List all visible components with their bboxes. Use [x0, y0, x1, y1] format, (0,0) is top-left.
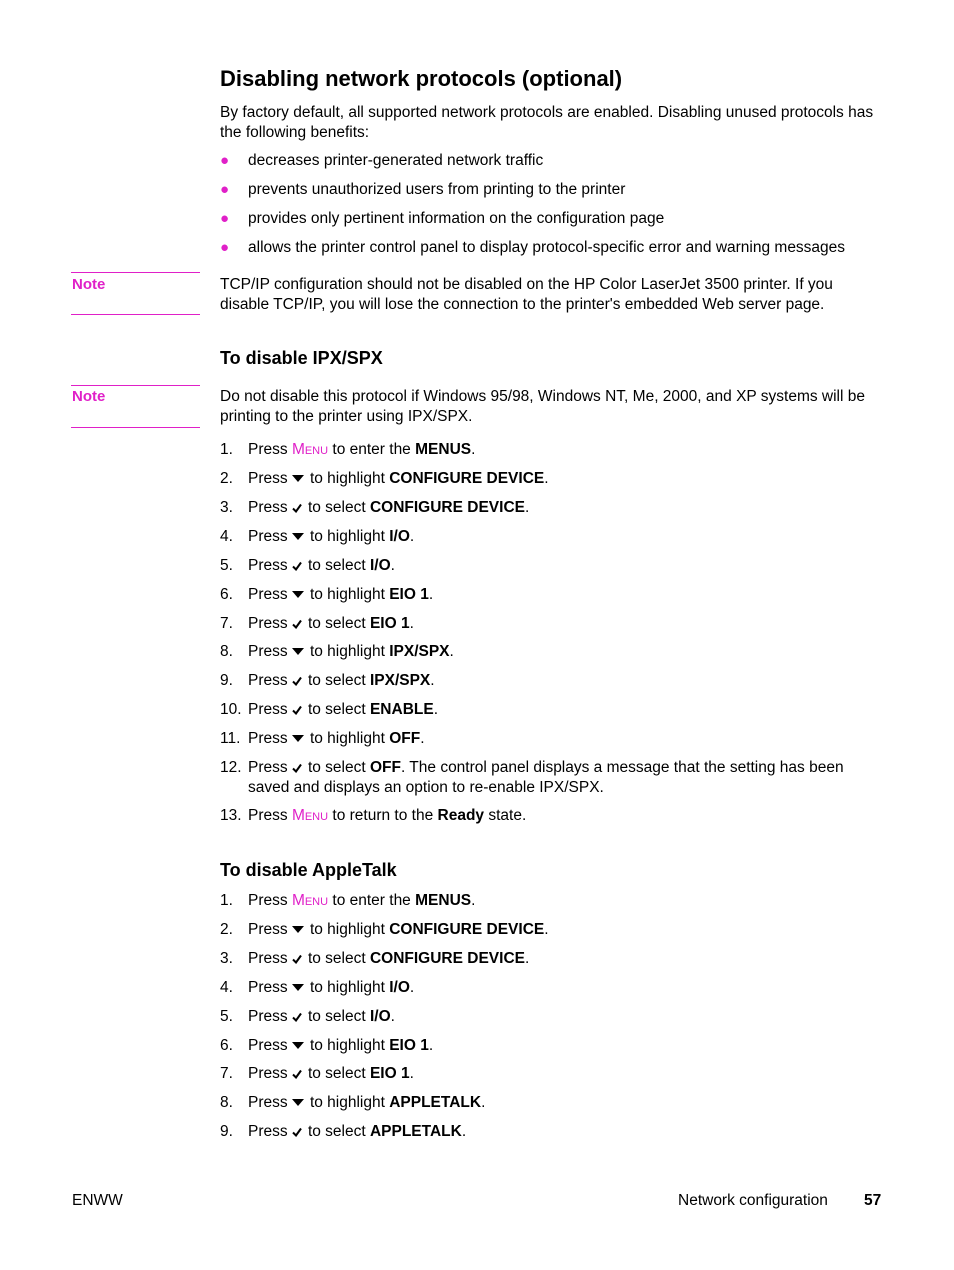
step-number: 5. — [220, 1008, 233, 1025]
step-text — [248, 891, 475, 911]
step-verb: Press — [248, 586, 288, 603]
step-text — [248, 1122, 466, 1142]
step-action: to select — [307, 701, 370, 718]
step-action: to select — [307, 672, 370, 689]
step-target: I/O — [369, 1008, 391, 1025]
step-number: 10. — [220, 701, 242, 718]
checkmark-icon — [292, 1127, 302, 1137]
step-action: to highlight — [309, 470, 390, 487]
step-verb: Press — [248, 643, 288, 660]
down-arrow-icon — [292, 591, 304, 599]
step-verb: Press — [248, 979, 288, 996]
step-suffix: . — [544, 921, 549, 938]
note-top-rule — [71, 272, 200, 273]
step-suffix: . — [471, 441, 476, 458]
down-arrow-icon — [292, 475, 304, 483]
step-text — [248, 949, 529, 969]
step-verb: Press — [248, 1037, 288, 1054]
step-target: IPX/SPX — [389, 643, 450, 660]
step-number: 1. — [220, 441, 233, 458]
step-number: 4. — [220, 528, 233, 545]
step-verb: Press — [248, 921, 288, 938]
step-number: 2. — [220, 470, 233, 487]
list-item-text: allows the printer control panel to display protocol-specific error and warning messages — [248, 239, 846, 256]
step-verb: Press — [248, 615, 288, 632]
checkmark-icon — [292, 561, 302, 571]
page-number: 57 — [864, 1192, 882, 1209]
note-text: TCP/IP configuration should not be disabled on the HP Color LaserJet 3500 printer. If you disable TCP/IP, you will lose the connection to the printer's embedded Web server page. — [220, 276, 833, 313]
step-verb: Press — [248, 441, 288, 458]
note-text: Do not disable this protocol if Windows 95/98, Windows NT, Me, 2000, and XP systems will be printing to the printer using IPX/SPX. — [220, 388, 865, 425]
note-bottom-rule — [71, 314, 200, 315]
step-target: CONFIGURE DEVICE — [389, 470, 545, 487]
step-action: to highlight — [309, 643, 390, 660]
step-target: ENABLE — [369, 701, 434, 718]
step-target: I/O — [369, 557, 391, 574]
footer-left: ENWW — [72, 1192, 123, 1209]
step-suffix: . — [481, 1094, 486, 1111]
checkmark-icon — [292, 705, 302, 715]
step-text — [248, 585, 433, 605]
step-text — [248, 671, 435, 691]
step-number: 5. — [220, 557, 233, 574]
checkmark-icon — [292, 954, 302, 964]
step-target: MENUS — [415, 441, 472, 458]
step-suffix: . — [409, 615, 414, 632]
bullet-icon: ● — [220, 152, 230, 169]
step-text — [248, 642, 454, 662]
step-number: 7. — [220, 615, 233, 632]
step-number: 2. — [220, 921, 233, 938]
step-action: to enter the — [332, 441, 416, 458]
step-verb: Press — [248, 701, 288, 718]
step-suffix: . — [409, 1065, 414, 1082]
step-suffix: . The control panel displays a message that the setting has been saved and displays an option to re-enable IPX/SPX. — [248, 759, 844, 796]
step-number: 6. — [220, 1037, 233, 1054]
step-suffix: . — [428, 1037, 434, 1054]
list-item-text: decreases printer-generated network traffic — [248, 152, 544, 169]
step-text — [248, 1007, 395, 1027]
down-arrow-icon — [292, 533, 304, 541]
checkmark-icon — [292, 503, 302, 513]
step-action: to select — [307, 499, 370, 516]
intro-paragraph: By factory default, all supported network protocols are enabled. Disabling unused protocols has the following benefits: — [220, 104, 874, 141]
step-suffix: . — [433, 701, 439, 718]
step-number: 13. — [220, 807, 242, 824]
menu-key: Menu — [291, 441, 329, 458]
note-label: Note — [72, 276, 106, 293]
step-text — [248, 440, 475, 460]
step-target: MENUS — [415, 892, 472, 909]
checkmark-icon — [292, 1012, 302, 1022]
step-verb: Press — [248, 672, 288, 689]
step-verb: Press — [248, 1008, 288, 1025]
step-target: EIO 1 — [369, 615, 410, 632]
step-number: 4. — [220, 979, 233, 996]
menu-key: Menu — [291, 892, 329, 909]
step-verb: Press — [248, 499, 288, 516]
step-verb: Press — [248, 557, 288, 574]
step-suffix: . — [430, 672, 435, 689]
step-text — [248, 1064, 414, 1084]
step-suffix: . — [420, 730, 425, 747]
step-target: OFF — [369, 759, 401, 776]
down-arrow-icon — [292, 1099, 304, 1107]
note-label: Note — [72, 388, 106, 405]
down-arrow-icon — [292, 735, 304, 743]
step-action: to select — [307, 1008, 370, 1025]
step-suffix: . — [409, 528, 415, 545]
down-arrow-icon — [292, 1042, 304, 1050]
step-suffix: . — [524, 499, 530, 516]
step-number: 11. — [220, 730, 241, 747]
step-target: I/O — [389, 979, 410, 996]
step-target: CONFIGURE DEVICE — [389, 921, 545, 938]
step-number: 6. — [220, 586, 233, 603]
step-verb: Press — [248, 470, 288, 487]
step-text — [248, 920, 549, 940]
section-title: Disabling network protocols (optional) — [220, 66, 623, 91]
step-action: to highlight — [309, 979, 390, 996]
bullet-icon: ● — [220, 210, 230, 227]
step-target: EIO 1 — [369, 1065, 410, 1082]
step-action: to select — [307, 1123, 370, 1140]
step-text — [248, 1036, 433, 1056]
step-action: to select — [307, 759, 370, 776]
step-number: 3. — [220, 499, 233, 516]
step-suffix: state. — [484, 807, 527, 824]
step-verb: Press — [248, 1123, 288, 1140]
step-action: to highlight — [309, 730, 390, 747]
step-text — [248, 700, 438, 720]
step-action: to highlight — [309, 586, 390, 603]
step-text — [248, 978, 414, 998]
step-target: APPLETALK — [389, 1094, 482, 1111]
step-text — [248, 527, 414, 547]
step-verb: Press — [248, 528, 288, 545]
step-suffix: . — [409, 979, 415, 996]
step-target: CONFIGURE DEVICE — [369, 499, 525, 516]
down-arrow-icon — [292, 984, 304, 992]
step-action: to select — [307, 557, 370, 574]
step-target: EIO 1 — [389, 1037, 429, 1054]
checkmark-icon — [292, 1069, 302, 1079]
step-text — [248, 498, 529, 518]
bullet-icon: ● — [220, 239, 230, 256]
step-target: EIO 1 — [389, 586, 429, 603]
step-action: to highlight — [309, 1094, 390, 1111]
step-action: to highlight — [309, 921, 390, 938]
list-item-text: provides only pertinent information on the configuration page — [248, 210, 665, 227]
step-text — [248, 806, 526, 826]
step-number: 1. — [220, 892, 233, 909]
checkmark-icon — [292, 763, 302, 773]
step-text — [248, 758, 878, 798]
note-bottom-rule — [71, 427, 200, 428]
menu-key: Menu — [291, 807, 329, 824]
step-action: to highlight — [309, 1037, 390, 1054]
step-action: to highlight — [309, 528, 390, 545]
step-verb: Press — [248, 950, 288, 967]
step-verb: Press — [248, 1094, 288, 1111]
step-verb: Press — [248, 892, 288, 909]
step-suffix: . — [390, 1008, 395, 1025]
bullet-icon: ● — [220, 181, 230, 198]
step-action: to select — [307, 1065, 370, 1082]
step-target: Ready — [437, 807, 485, 824]
step-suffix: . — [390, 557, 395, 574]
step-text — [248, 729, 425, 749]
step-verb: Press — [248, 807, 288, 824]
step-number: 9. — [220, 1123, 233, 1140]
step-action: to select — [307, 615, 370, 632]
step-verb: Press — [248, 730, 288, 747]
step-target: I/O — [389, 528, 410, 545]
step-action: to enter the — [332, 892, 416, 909]
step-verb: Press — [248, 1065, 288, 1082]
footer-section: Network configuration — [678, 1192, 828, 1209]
step-text — [248, 614, 414, 634]
step-suffix: . — [449, 643, 454, 660]
step-number: 7. — [220, 1065, 233, 1082]
appletalk-heading: To disable AppleTalk — [220, 860, 397, 880]
note-top-rule — [71, 385, 200, 386]
step-action: to return to the — [332, 807, 438, 824]
checkmark-icon — [292, 676, 302, 686]
ipx-heading: To disable IPX/SPX — [220, 348, 383, 368]
step-action: to select — [307, 950, 370, 967]
step-text — [248, 469, 549, 489]
step-suffix: . — [461, 1123, 467, 1140]
step-target: IPX/SPX — [369, 672, 431, 689]
step-number: 8. — [220, 643, 233, 660]
down-arrow-icon — [292, 648, 304, 656]
step-suffix: . — [428, 586, 434, 603]
step-verb: Press — [248, 759, 288, 776]
step-suffix: . — [471, 892, 476, 909]
down-arrow-icon — [292, 926, 304, 934]
step-number: 8. — [220, 1094, 233, 1111]
checkmark-icon — [292, 619, 302, 629]
step-number: 12. — [220, 759, 242, 776]
step-target: CONFIGURE DEVICE — [369, 950, 525, 967]
step-target: APPLETALK — [369, 1123, 462, 1140]
step-number: 3. — [220, 950, 233, 967]
step-suffix: . — [544, 470, 549, 487]
step-suffix: . — [524, 950, 530, 967]
list-item-text: prevents unauthorized users from printing to the printer — [248, 181, 626, 198]
step-text — [248, 1093, 485, 1113]
step-text — [248, 556, 395, 576]
step-number: 9. — [220, 672, 233, 689]
step-target: OFF — [389, 730, 421, 747]
